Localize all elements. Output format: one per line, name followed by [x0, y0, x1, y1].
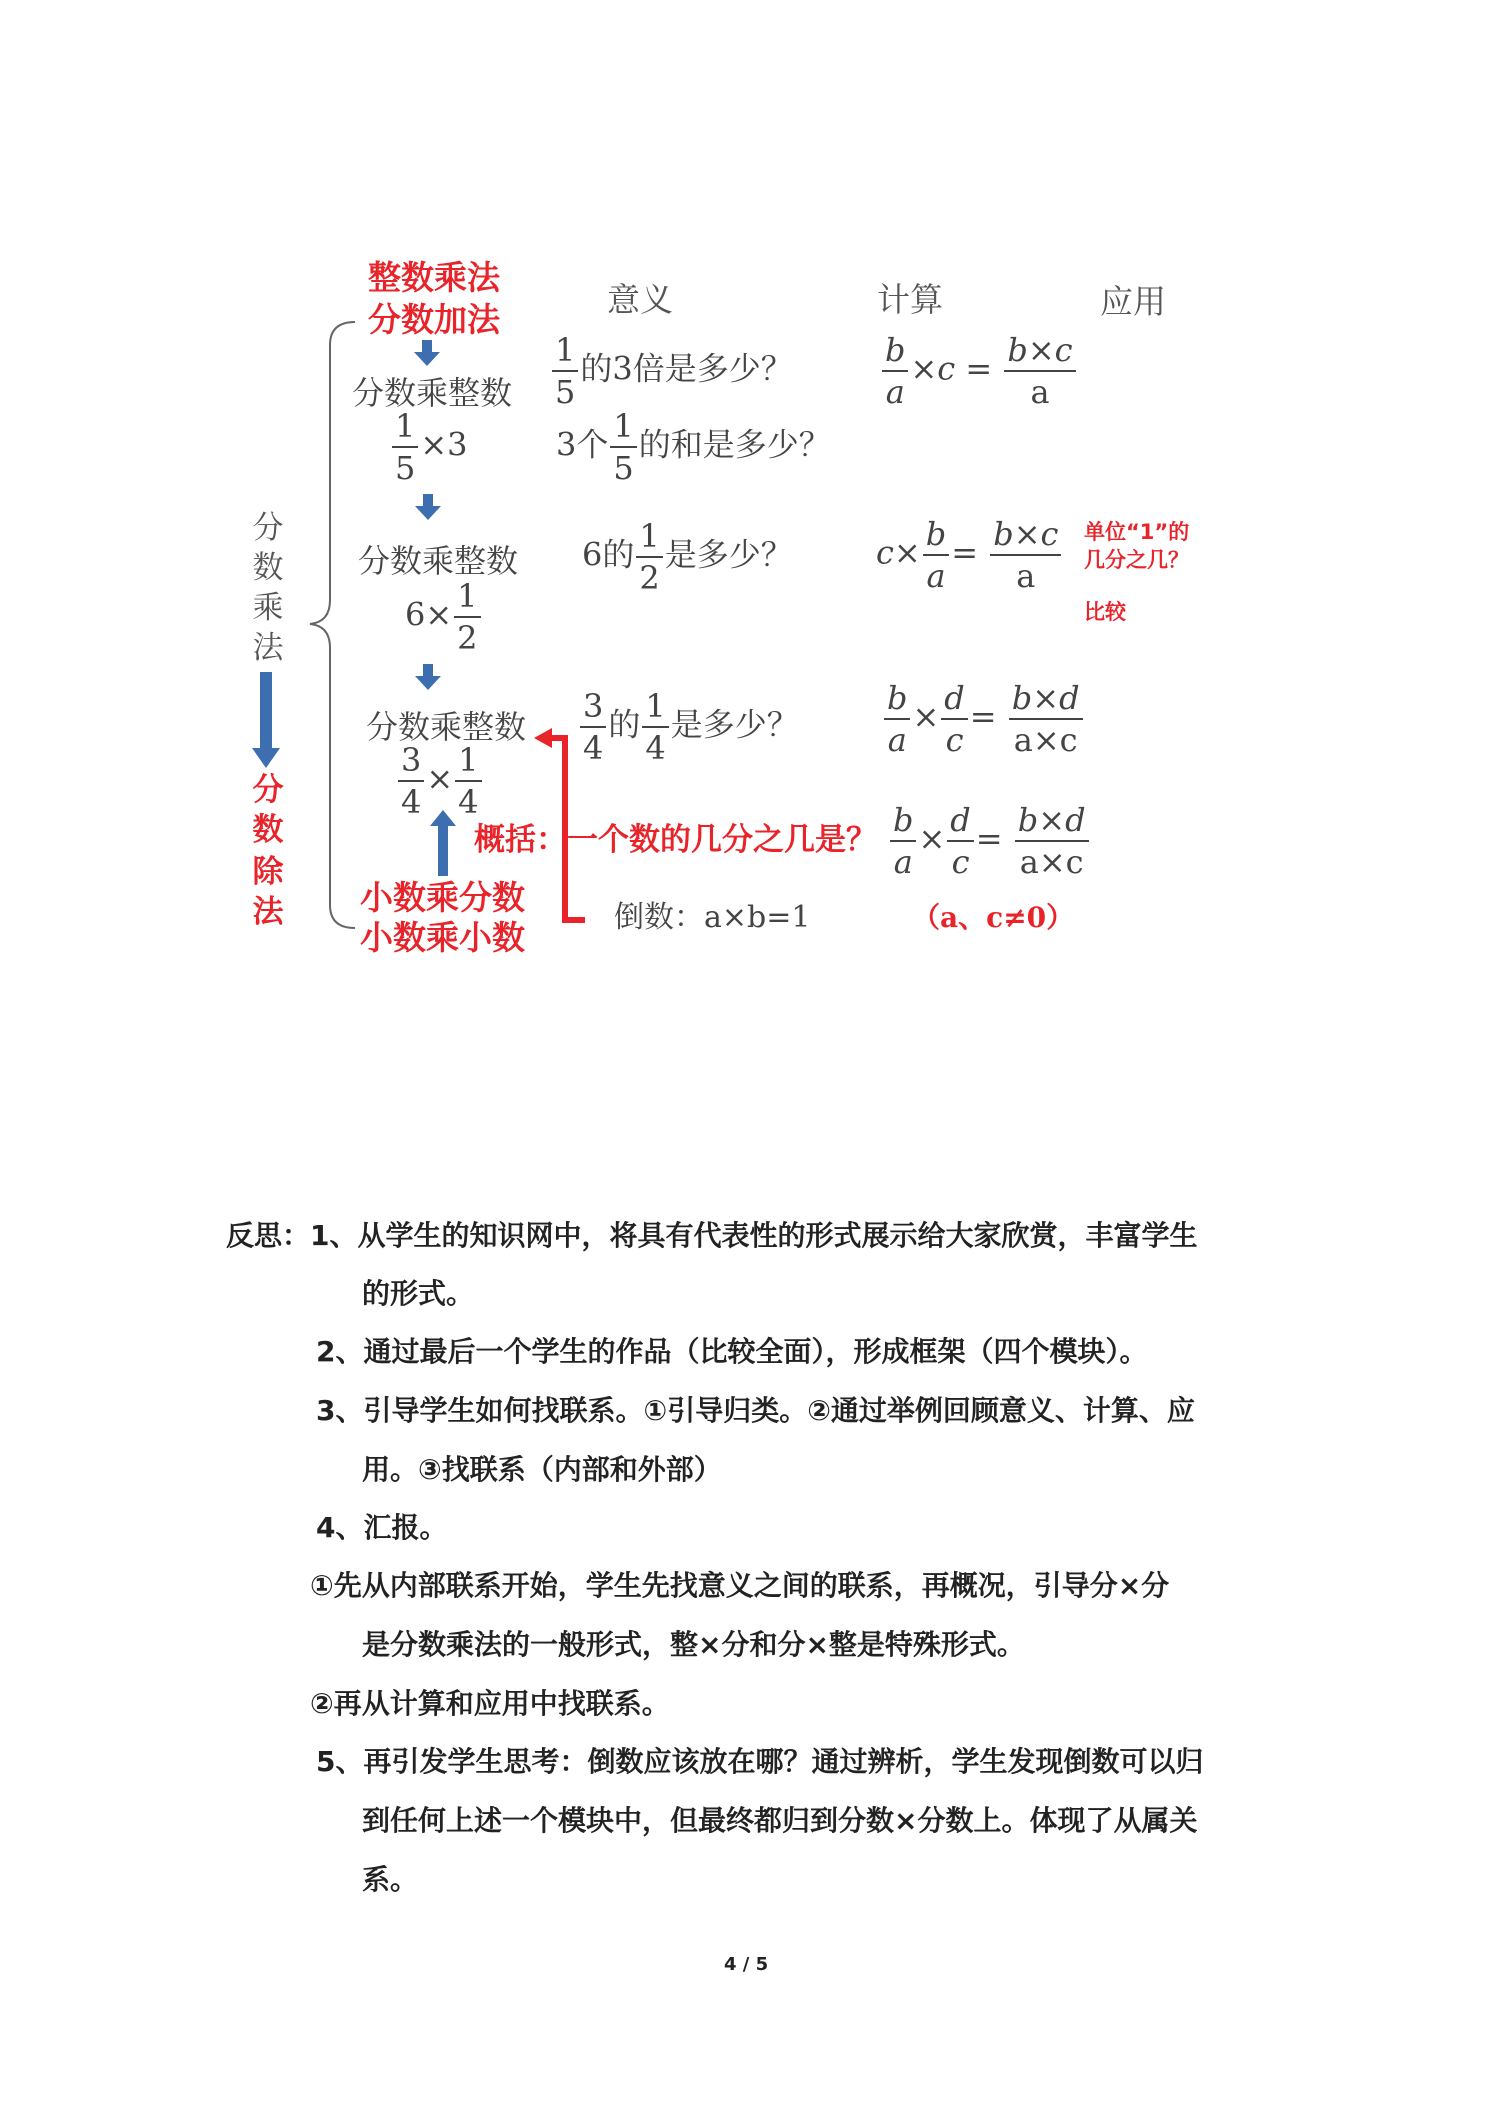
row3-label: 分数乘整数: [366, 708, 527, 746]
bottom-red-2: 小数乘小数: [360, 918, 525, 957]
side-note-compare: 比较: [1084, 600, 1126, 624]
reflection-line-5: 用。③找联系（内部和外部）: [362, 1453, 722, 1486]
small-down-arrow-icon-2: [415, 494, 441, 520]
side-note-fraction: 几分之几？: [1084, 548, 1189, 572]
reflection-line-4: 3、引导学生如何找联系。①引导归类。②通过举例回顾意义、计算、应: [316, 1394, 1195, 1427]
row2-expression: 6× $\frac{1}{2}$: [405, 580, 483, 654]
side-note-unit: 单位“1”的: [1084, 520, 1190, 544]
reflection-line-6: 4、汇报。: [316, 1511, 448, 1544]
row2-calc: c× $\frac{b}{a}$ = $\frac{b\times c}{a}$: [876, 518, 1063, 592]
bottom-red-1: 小数乘分数: [360, 878, 525, 917]
row1-meaning-2: 3个 $\frac{1}{5}$ 的和是多少？: [556, 407, 831, 487]
summary-label: 概括：一个数的几分之几是？: [474, 822, 877, 858]
small-down-arrow-icon-1: [414, 340, 440, 366]
small-down-arrow-icon-3: [415, 664, 441, 690]
row3-meaning: $\frac{3}{4}$ 的 $\frac{1}{4}$ 是多少？: [578, 690, 799, 764]
up-arrow-icon: [430, 810, 456, 876]
reflection-line-11: 到任何上述一个模块中，但最终都归到分数×分数上。体现了从属关: [362, 1804, 1198, 1837]
reflection-line-12: 系。: [362, 1863, 419, 1896]
row1-expression: $\frac{1}{5}$ ×3: [390, 410, 468, 484]
row3-calc: $\frac{b}{a}$ × $\frac{d}{c}$ = $\frac{b\times d}{a\times c}$: [882, 682, 1085, 756]
row3-expression: $\frac{3}{4}$ × $\frac{1}{4}$: [396, 744, 484, 818]
condition-note: （a、c≠0）: [912, 901, 1075, 934]
header-meaning: 意义: [607, 280, 673, 319]
row2-label: 分数乘整数: [358, 542, 519, 580]
summary-calc: $\frac{b}{a}$ × $\frac{d}{c}$ = $\frac{b\times d}{a\times c}$: [888, 804, 1091, 878]
reflection-line-8: 是分数乘法的一般形式，整×分和分×整是特殊形式。: [362, 1628, 1025, 1661]
header-apply: 应用: [1100, 282, 1166, 321]
reflection-line-10: 5、再引发学生思考：倒数应该放在哪？通过辨析，学生发现倒数可以归: [316, 1745, 1204, 1778]
row1-meaning-1: $\frac{1}{5}$ 的3倍是多少？: [550, 334, 793, 408]
reflection-line-3: 2、通过最后一个学生的作品（比较全面），形成框架（四个模块）。: [316, 1335, 1148, 1368]
reflection-line-2: 的形式。: [362, 1277, 475, 1310]
down-arrow-icon: [252, 672, 280, 768]
reciprocal-note: 倒数：a×b=1: [614, 900, 811, 935]
curly-brace: [310, 322, 355, 928]
reflection-line-7: ①先从内部联系开始，学生先找意义之间的联系，再概况，引导分×分: [310, 1569, 1170, 1602]
top-red-1: 整数乘法: [368, 258, 500, 297]
reflection-line-1: 反思：1、从学生的知识网中，将具有代表性的形式展示给大家欣赏，丰富学生: [226, 1219, 1198, 1252]
top-red-2: 分数加法: [368, 300, 500, 339]
page-number: 4 / 5: [724, 1954, 769, 1975]
header-calc: 计算: [877, 280, 943, 319]
reflection-line-9: ②再从计算和应用中找联系。: [310, 1687, 670, 1720]
row1-calc: $\frac{b}{a}$ ×c = $\frac{b\times c}{a}$: [880, 334, 1078, 408]
row1-label: 分数乘整数: [352, 374, 513, 412]
row2-meaning: 6的 $\frac{1}{2}$ 是多少？: [582, 517, 793, 597]
